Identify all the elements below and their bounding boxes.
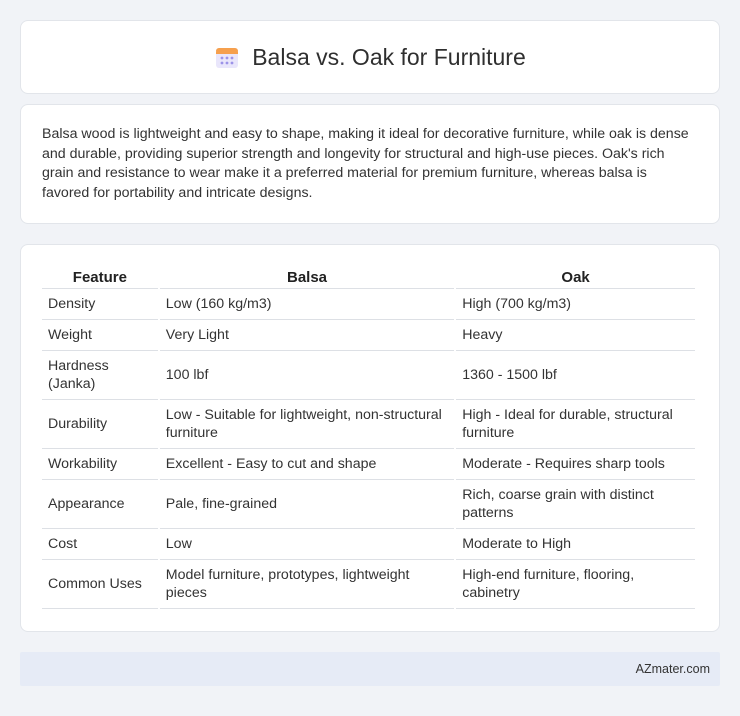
balsa-cell: 100 lbf <box>160 351 454 400</box>
balsa-cell: Pale, fine-grained <box>160 480 454 529</box>
oak-cell: Moderate to High <box>456 529 695 560</box>
oak-cell: High (700 kg/m3) <box>456 289 695 320</box>
feature-cell: Cost <box>42 529 158 560</box>
feature-cell: Density <box>42 289 158 320</box>
feature-cell: Durability <box>42 400 158 449</box>
balsa-cell: Very Light <box>160 320 454 351</box>
title-wrap <box>214 44 526 71</box>
balsa-cell: Excellent - Easy to cut and shape <box>160 449 454 480</box>
oak-cell: 1360 - 1500 lbf <box>456 351 695 400</box>
feature-cell: Workability <box>42 449 158 480</box>
balsa-cell: Low (160 kg/m3) <box>160 289 454 320</box>
feature-cell: Hardness (Janka) <box>42 351 158 400</box>
table-row <box>42 480 695 529</box>
balsa-cell: Model furniture, prototypes, lightweight pieces <box>160 560 454 609</box>
feature-cell: Weight <box>42 320 158 351</box>
intro-card <box>20 104 720 224</box>
table-row <box>42 351 695 400</box>
footer-site-link[interactable]: AZmater.com <box>635 662 710 676</box>
table-row <box>42 289 695 320</box>
header-card <box>20 20 720 94</box>
calendar-icon <box>214 44 240 70</box>
table-row <box>42 529 695 560</box>
footer-bar <box>20 652 720 686</box>
feature-cell: Common Uses <box>42 560 158 609</box>
table-row <box>42 560 695 609</box>
oak-cell: Heavy <box>456 320 695 351</box>
column-header-feature: Feature <box>42 265 158 289</box>
table-row <box>42 400 695 449</box>
comparison-table <box>40 265 697 609</box>
table-header-row <box>42 265 695 289</box>
table-row <box>42 320 695 351</box>
oak-cell: Moderate - Requires sharp tools <box>456 449 695 480</box>
intro-paragraph: Balsa wood is lightweight and easy to shape, making it ideal for decorative furniture, while oak is dense and durable, providing superior strength and longevity for structural and high-use pieces. Oak's rich grain and resistance to wear make it a preferred material for premium furniture, whereas balsa is favored for portability and intricate designs. <box>42 126 689 201</box>
page-title: Balsa vs. Oak for Furniture <box>252 43 526 70</box>
column-header-balsa: Balsa <box>160 265 454 289</box>
oak-cell: High-end furniture, flooring, cabinetry <box>456 560 695 609</box>
balsa-cell: Low - Suitable for lightweight, non-structural furniture <box>160 400 454 449</box>
column-header-oak: Oak <box>456 265 695 289</box>
table-row <box>42 449 695 480</box>
oak-cell: High - Ideal for durable, structural furniture <box>456 400 695 449</box>
oak-cell: Rich, coarse grain with distinct patterns <box>456 480 695 529</box>
feature-cell: Appearance <box>42 480 158 529</box>
comparison-card <box>20 244 720 632</box>
balsa-cell: Low <box>160 529 454 560</box>
